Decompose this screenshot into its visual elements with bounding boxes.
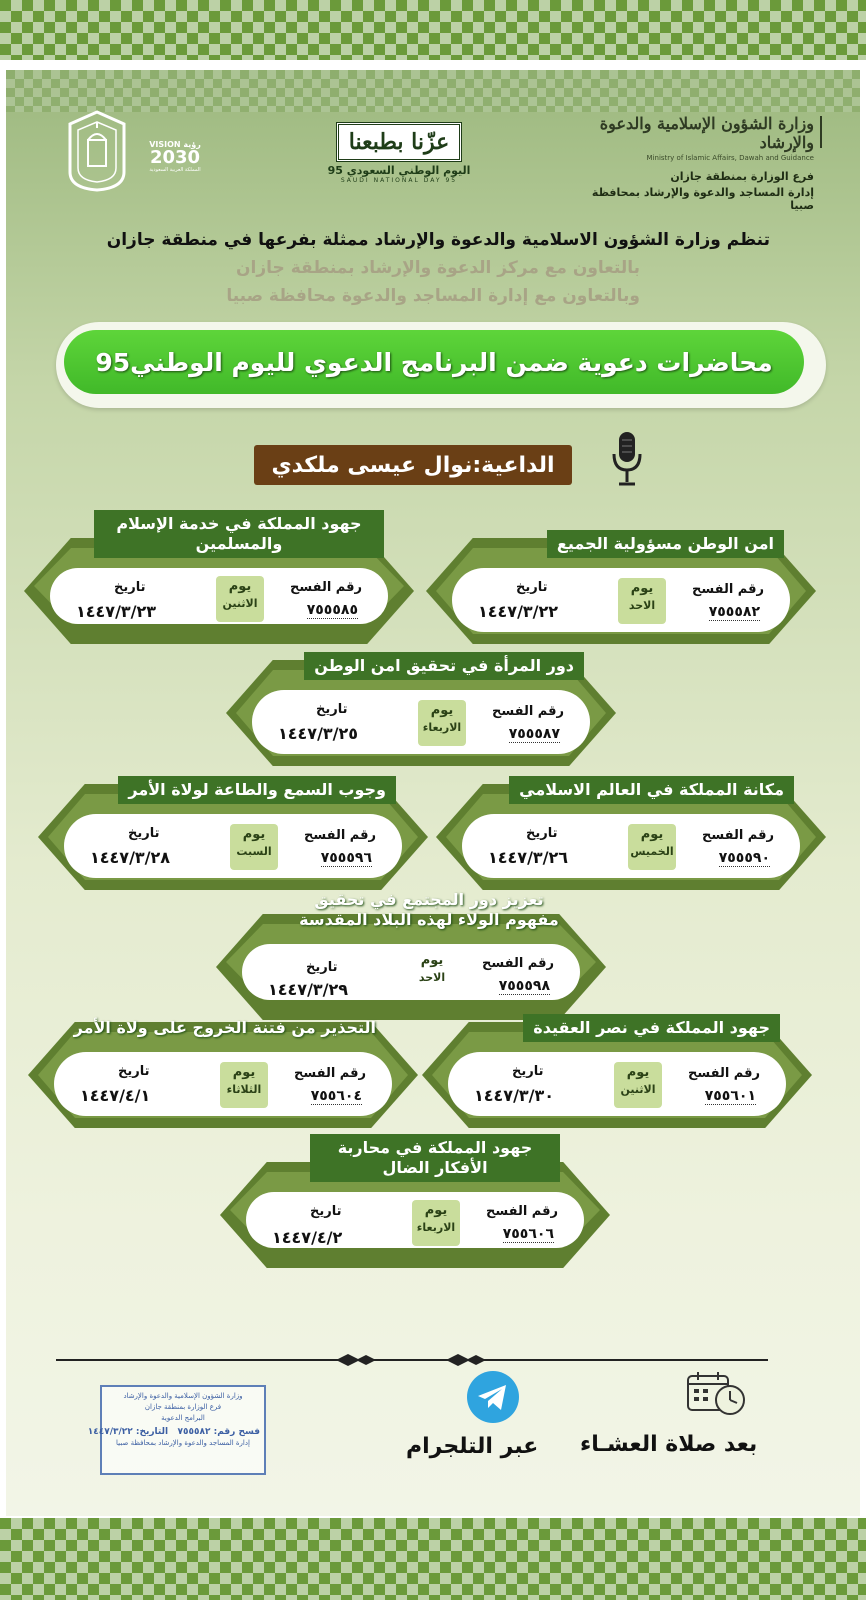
lecture-date: ١٤٤٧/٣/٢٨ [90, 848, 171, 867]
lecture-date: ١٤٤٧/٣/٣٠ [474, 1086, 555, 1105]
day-label: يوم [640, 827, 664, 842]
poster-top-pattern [6, 70, 860, 112]
telegram-text: عبر التلجرام [406, 1434, 539, 1459]
code-label: رقم الفسح [691, 582, 764, 597]
ministry-logo [584, 114, 814, 212]
lecture-card-7 [422, 1014, 812, 1128]
lecture-date: ١٤٤٧/٤/١ [80, 1086, 151, 1105]
approval-stamp [87, 1385, 266, 1475]
code-label: رقم الفسح [491, 704, 564, 719]
code-label: رقم الفسح [481, 956, 554, 971]
lecture-code: ٧٥٥٦٠٤ [310, 1088, 362, 1104]
lecture-code: ٧٥٥٥٩٨ [498, 978, 550, 994]
day-label: يوم [424, 1203, 448, 1218]
code-label: رقم الفسح [293, 1066, 366, 1081]
title-pill [64, 330, 804, 394]
day-badge [628, 824, 676, 870]
date-label: تاريخ [316, 702, 348, 717]
lecture-title: وجوب السمع والطاعة لولاة الأمر [118, 776, 396, 804]
lecture-card-5 [38, 776, 428, 890]
lecture-code: ٧٥٥٦٠٦ [502, 1226, 554, 1242]
lecture-title: دور المرأة في تحقيق امن الوطن [304, 652, 584, 680]
date-label: تاريخ [310, 1204, 342, 1219]
lecture-day: الاثنين [620, 1083, 656, 1096]
vision-2030-logo [144, 140, 206, 173]
ministry-department: إدارة المساجد والدعوة والإرشاد بمحافظة صبيا [591, 186, 814, 212]
bottom-pattern-band [0, 1518, 866, 1600]
lecture-title: جهود المملكة في نصر العقيدة [523, 1014, 780, 1042]
lecture-code: ٧٥٥٥٨٥ [306, 602, 358, 618]
national-day-slogan: عزّنا بطبعنا [336, 122, 463, 162]
vision-label: VISION رؤية [149, 140, 201, 149]
date-label: تاريخ [306, 960, 338, 975]
top-pattern-band [0, 0, 866, 60]
day-badge [220, 1062, 268, 1108]
date-label: تاريخ [118, 1064, 150, 1079]
lecture-card-4 [436, 776, 826, 890]
day-label: يوم [228, 579, 252, 594]
ministry-emblem-icon [66, 110, 128, 192]
lecture-card-9 [220, 1134, 610, 1248]
ministry-name-ar: وزارة الشؤون الإسلامية والدعوة والإرشاد [599, 114, 814, 152]
ministry-name-en: Ministry of Islamic Affairs, Dawah and Guidance [646, 154, 814, 162]
stamp-date: ١٤٤٧/٣/٢٢ [87, 1427, 133, 1437]
calendar-clock-icon [686, 1370, 748, 1418]
stamp-code-date [87, 1427, 260, 1438]
lecture-date: ١٤٤٧/٣/٢٢ [478, 602, 559, 621]
lecture-day: الاثنين [222, 597, 258, 610]
microphone-icon [610, 430, 644, 488]
telegram-icon [466, 1370, 520, 1424]
lecture-card-8 [28, 1014, 418, 1128]
lecture-day: الاربعاء [422, 721, 462, 734]
code-label: رقم الفسح [289, 580, 362, 595]
time-text: بعد صلاة العشـاء [580, 1432, 758, 1457]
day-badge [418, 700, 466, 746]
lecture-card-6 [216, 886, 606, 1000]
intro-line-3: وبالتعاون مع إدارة المساجد والدعوة محافظة صبيا [226, 286, 640, 306]
stamp-line-3: البرامج الدعوية [161, 1414, 205, 1422]
stamp-line-2: فرع الوزارة بمنطقة جازان [144, 1403, 222, 1411]
lecture-code: ٧٥٥٥٨٢ [708, 604, 760, 620]
lecture-code: ٧٥٥٥٩٦ [320, 850, 372, 866]
day-label: يوم [242, 827, 266, 842]
lecture-card-2 [24, 510, 414, 624]
lecture-day: الاربعاء [416, 1221, 456, 1234]
lecture-title: مكانة المملكة في العالم الاسلامي [509, 776, 794, 804]
day-badge [614, 1062, 662, 1108]
day-label: يوم [430, 703, 454, 718]
intro-line-2: بالتعاون مع مركز الدعوة والإرشاد بمنطقة جازان [236, 258, 640, 278]
date-label: تاريخ [526, 826, 558, 841]
speaker-box [254, 445, 572, 485]
date-label: تاريخ [128, 826, 160, 841]
speaker-name: الداعية:نوال عيسى ملكدي [271, 452, 555, 478]
day-badge [216, 576, 264, 622]
footer-divider-ornament [56, 1353, 768, 1367]
lecture-date: ١٤٤٧/٣/٢٥ [278, 724, 359, 743]
date-label: تاريخ [114, 580, 146, 595]
lecture-title: امن الوطن مسؤولية الجميع [547, 530, 784, 558]
intro-line-1: تنظم وزارة الشؤون الاسلامية والدعوة والإرشاد ممثلة بفرعها في منطقة جازان [106, 230, 770, 250]
logo-divider [820, 116, 822, 148]
vision-year: 2030 [149, 147, 201, 168]
day-badge [618, 578, 666, 624]
lecture-title: جهود المملكة في محاربة الأفكار الضال [310, 1134, 560, 1182]
code-label: رقم الفسح [485, 1204, 558, 1219]
code-label: رقم الفسح [701, 828, 774, 843]
day-label: يوم [630, 581, 654, 596]
lecture-day: السبت [236, 845, 272, 858]
day-label: يوم [626, 1065, 650, 1080]
ministry-branch: فرع الوزارة بمنطقة جازان [670, 170, 814, 183]
stamp-code-label: فسح رقم: [213, 1427, 260, 1437]
stamp-line-1: وزارة الشؤون الإسلامية والدعوة والإرشاد [123, 1392, 243, 1400]
stamp-line-4: إدارة المساجد والدعوة والإرشاد بمحافظة صبيا [116, 1439, 250, 1447]
code-label: رقم الفسح [687, 1066, 760, 1081]
lecture-day: الاحد [418, 971, 446, 984]
stamp-date-label: التاريخ: [135, 1427, 169, 1437]
lecture-day: الاحد [628, 599, 656, 612]
day-label: يوم [420, 953, 444, 968]
date-label: تاريخ [512, 1064, 544, 1079]
national-day-sub-en: SAUDI NATIONAL DAY 95 [340, 177, 458, 184]
lecture-date: ١٤٤٧/٣/٢٩ [268, 980, 349, 999]
page-title: محاضرات دعوية ضمن البرنامج الدعوي لليوم الوطني95 [95, 347, 773, 377]
poster [6, 70, 860, 1516]
date-label: تاريخ [516, 580, 548, 595]
lecture-date: ١٤٤٧/٤/٢ [272, 1228, 343, 1247]
lecture-card-1 [426, 530, 816, 644]
national-day-logo [306, 122, 492, 192]
lecture-date: ١٤٤٧/٣/٢٦ [488, 848, 569, 867]
lecture-card-3 [226, 652, 616, 766]
lecture-date: ١٤٤٧/٣/٢٣ [76, 602, 157, 621]
code-label: رقم الفسح [303, 828, 376, 843]
day-badge [408, 950, 456, 996]
lecture-title: التحذير من فتنة الخروج على ولاة الأمر [73, 1018, 376, 1037]
vision-sub: المملكة العربية السعودية [149, 167, 201, 173]
lecture-code: ٧٥٥٦٠١ [704, 1088, 756, 1104]
national-day-sub: اليوم الوطني السعودي 95 [327, 164, 471, 177]
lecture-title: جهود المملكة في خدمة الإسلام والمسلمين [94, 510, 384, 558]
lecture-day: الخميس [630, 845, 674, 858]
day-badge [412, 1200, 460, 1246]
lecture-code: ٧٥٥٥٩٠ [718, 850, 770, 866]
lecture-title: تعزيز دور المجتمع في تحقيق مفهوم الولاء لهذه البلاد المقدسة [299, 890, 559, 929]
lecture-code: ٧٥٥٥٨٧ [508, 726, 560, 742]
stamp-code: ٧٥٥٥٨٢ [177, 1427, 211, 1437]
day-label: يوم [232, 1065, 256, 1080]
lecture-day: الثلاثاء [226, 1083, 262, 1096]
day-badge [230, 824, 278, 870]
